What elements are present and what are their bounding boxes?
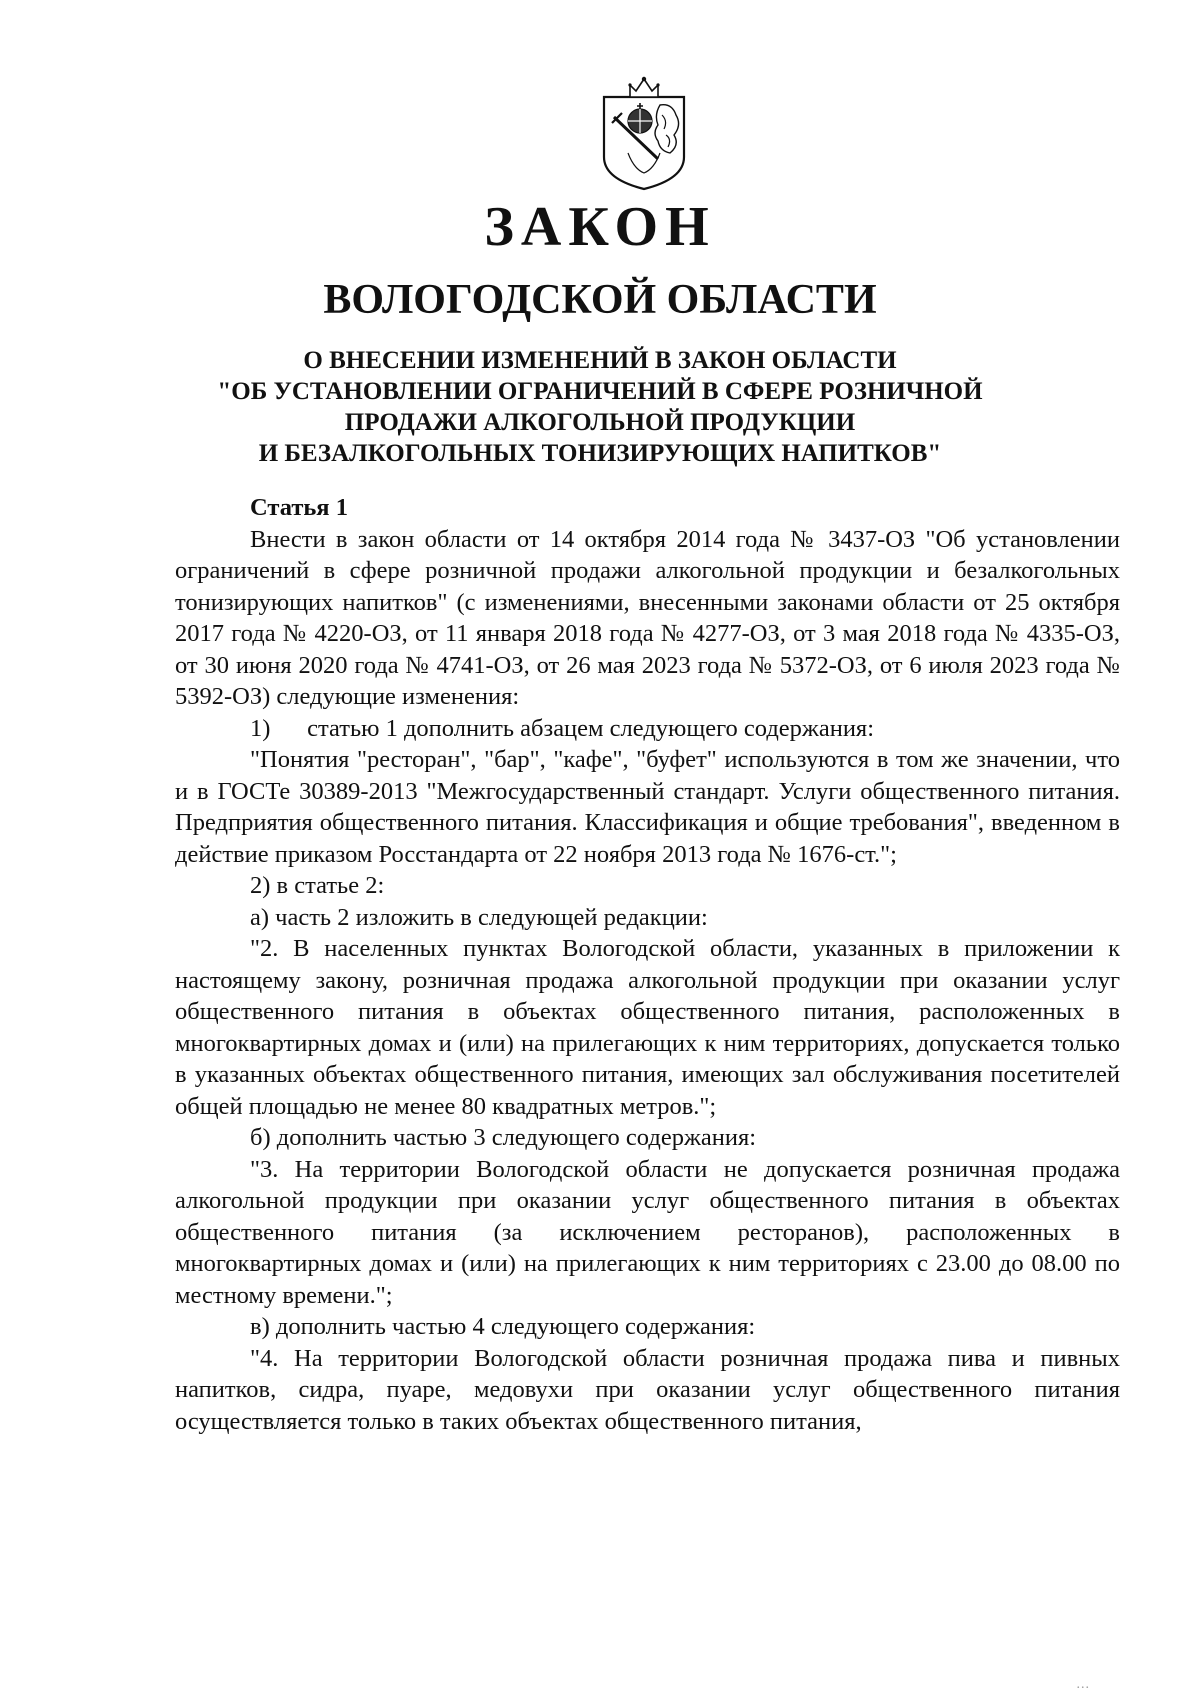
subject-line: О ВНЕСЕНИИ ИЗМЕНЕНИЙ В ЗАКОН ОБЛАСТИ <box>303 347 897 374</box>
article-paragraph: в) дополнить частью 4 следующего содержания: <box>250 1313 756 1340</box>
document-title: ЗАКОН <box>484 196 716 258</box>
article-paragraph: "3. На территории Вологодской области не допускается розничная продажа алкогольной продукции при оказании услуг общественного питания в объектах общественного питания (за исключением ресторанов), расположенных в многоквартирных домах и (или) на прилегающих к ним территориях с 23.00 до 08.00 по местному времени."; <box>175 1155 1120 1309</box>
article-paragraph: 2) в статье 2: <box>250 872 385 899</box>
article-paragraph: "4. На территории Вологодской области розничная продажа пива и пивных напитков, сидра, пуаре, медовухи при оказании услуг общественного питания осуществляется только в таких объектах общественного питания, <box>175 1344 1120 1435</box>
article-paragraph: а) часть 2 изложить в следующей редакции: <box>250 903 708 931</box>
article-body <box>175 492 1120 1437</box>
subject-line: "ОБ УСТАНОВЛЕНИИ ОГРАНИЧЕНИЙ В СФЕРЕ РОЗНИЧНОЙ <box>217 378 983 405</box>
article-paragraph: б) дополнить частью 3 следующего содержания: <box>250 1124 757 1151</box>
document-region: ВОЛОГОДСКОЙ ОБЛАСТИ <box>323 277 877 323</box>
article-paragraph: "Понятия "ресторан", "бар", "кафе", "буфет" используются в том же значении, что и в ГОСТе 30389-2013 "Межгосударственный стандарт. Услуги общественного питания. Предприятия общественного питания. Классификация и общие требования", введенном в действие приказом Росстандарта от 22 ноября 2013 года № 1676-ст."; <box>175 746 1120 868</box>
article-heading: Статья 1 <box>250 494 348 521</box>
article-paragraph: "2. В населенных пунктах Вологодской области, указанных в приложении к настоящему закону, розничная продажа алкогольной продукции при оказании услуг общественного питания в объектах общественного питания, расположенных в многоквартирных домах и (или) на прилегающих к ним территориях, допускается только в указанных объектах общественного питания, имеющих зал обслуживания посетителей общей площадью не менее 80 квадратных метров."; <box>175 935 1120 1120</box>
page-mark: ... <box>1076 1677 1090 1692</box>
subject-line: ПРОДАЖИ АЛКОГОЛЬНОЙ ПРОДУКЦИИ <box>344 409 856 436</box>
document-subject <box>170 345 1030 469</box>
article-paragraph: Внести в закон области от 14 октября 2014 года № 3437-ОЗ "Об установлении ограничений в сфере розничной продажи алкогольной продукции и безалкогольных тонизирующих напитков" (с изменениями, внесенными законами области от 25 октября 2017 года № 4220-ОЗ, от 11 января 2018 года № 4277-ОЗ, от 3 мая 2018 года № 4335-ОЗ, от 30 июня 2020 года № 4741-ОЗ, от 26 мая 2023 года № 5372-ОЗ, от 6 июля 2023 года № 5392-ОЗ) следующие изменения: <box>175 525 1120 710</box>
article-paragraph: 1) статью 1 дополнить абзацем следующего содержания: <box>250 714 875 742</box>
coat-of-arms-icon <box>600 75 688 193</box>
subject-line: И БЕЗАЛКОГОЛЬНЫХ ТОНИЗИРУЮЩИХ НАПИТКОВ" <box>258 440 942 467</box>
